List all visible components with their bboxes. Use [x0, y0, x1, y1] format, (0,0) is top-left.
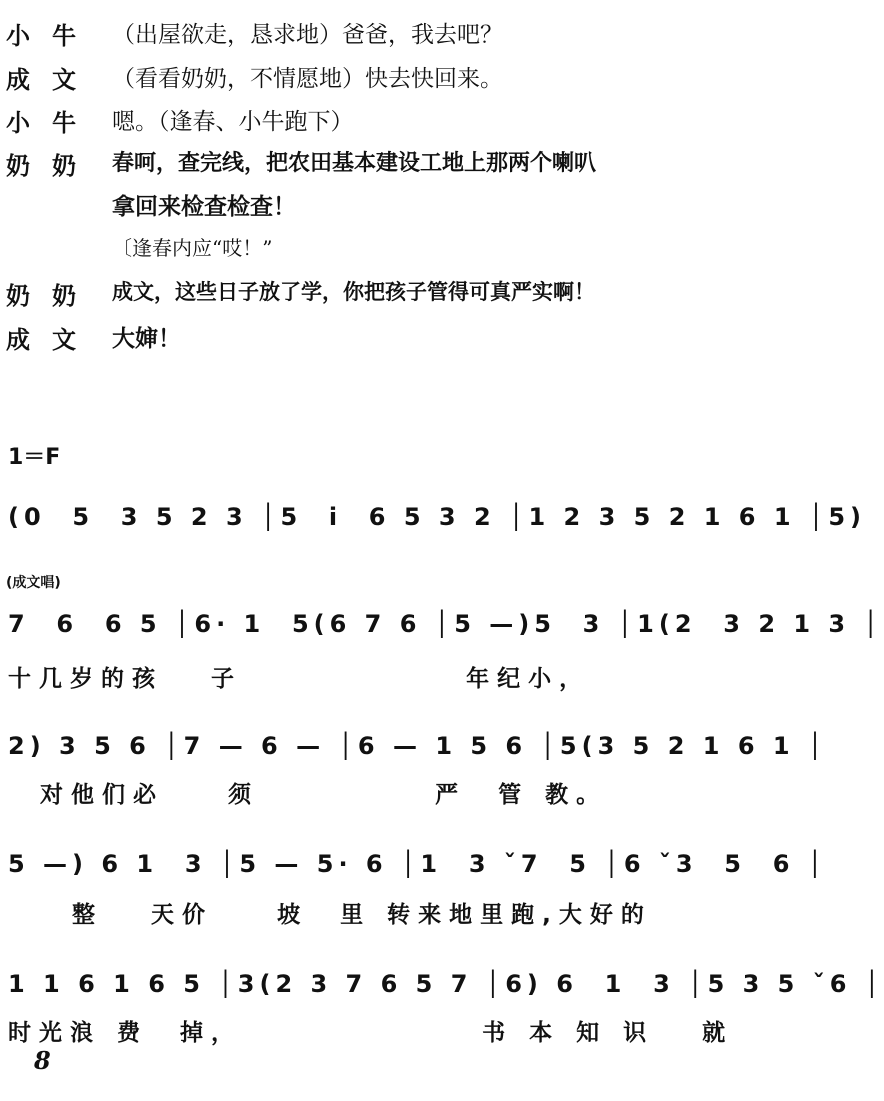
dialogue-line-6 [0, 320, 700, 360]
dialogue-line-2 [0, 60, 700, 100]
score-lyrics-line: 对他们必 须 严 管 教。 [8, 782, 608, 808]
score-lyrics-line: 整 天价 坡 里 转来地里跑,大好的 [8, 902, 652, 928]
dialogue-continuation: 拿回来检查检查！ [112, 194, 296, 220]
score-notes-line: (0 5 3 5 2 3 │5 i 6 5 3 2 │1 2 3 5 2 1 6 1 │5) [8, 503, 867, 531]
speaker-name: 奶奶 [6, 152, 98, 180]
speaker-name: 小牛 [6, 109, 98, 137]
dialogue-text: 春呵，查完线，把农田基本建设工地上那两个喇叭 [112, 151, 597, 176]
key-signature: 1＝F [8, 445, 61, 470]
score-notes-line: 2) 3 5 6 │7 — 6 — │6 — 1 5 6 │5(3 5 2 1 6 1 │ [8, 732, 828, 760]
dialogue-text: 嗯。（逢春、小牛跑下） [112, 109, 354, 135]
page-number: 8 [34, 1046, 51, 1075]
speaker-name: 小牛 [6, 22, 98, 50]
score-notes-line: 1 1 6 1 6 5 │3(2 3 7 6 5 7 │6) 6 1 3 │5 3 5 ˇ6 │ [8, 970, 884, 998]
dialogue-line-4 [0, 146, 700, 266]
dialogue-line-3 [0, 103, 700, 143]
score-notes-line: 7 6 6 5 │6· 1 5(6 7 6 │5 —)5 3 │1(2 3 2 1 3 │ [8, 610, 883, 638]
speaker-name: 成文 [6, 66, 98, 94]
dialogue-line-5 [0, 276, 700, 316]
stage-direction: 〔逢春内应“哎！” [112, 236, 273, 260]
dialogue-text: （看看奶奶，不情愿地）快去快回来。 [112, 66, 503, 92]
score-lyrics-line: 十几岁的孩 子 年纪小， [8, 666, 591, 692]
speaker-name: 成文 [6, 326, 98, 354]
singer-label: (成文唱) [6, 575, 61, 591]
speaker-name: 奶奶 [6, 282, 98, 310]
dialogue-text: 成文，这些日子放了学，你把孩子管得可真严实啊！ [112, 280, 595, 304]
score-lyrics-line: 时光浪 费 掉， 书 本 知 识 就 [8, 1020, 734, 1046]
score-notes-line: 5 —) 6 1 3 │5 — 5· 6 │1 3 ˇ7 5 │6 ˇ3 5 6 │ [8, 850, 828, 878]
dialogue-text: 大婶！ [112, 326, 181, 352]
dialogue-text: （出屋欲走，恳求地）爸爸，我去吧？ [112, 22, 503, 48]
dialogue-line-1 [0, 16, 700, 56]
